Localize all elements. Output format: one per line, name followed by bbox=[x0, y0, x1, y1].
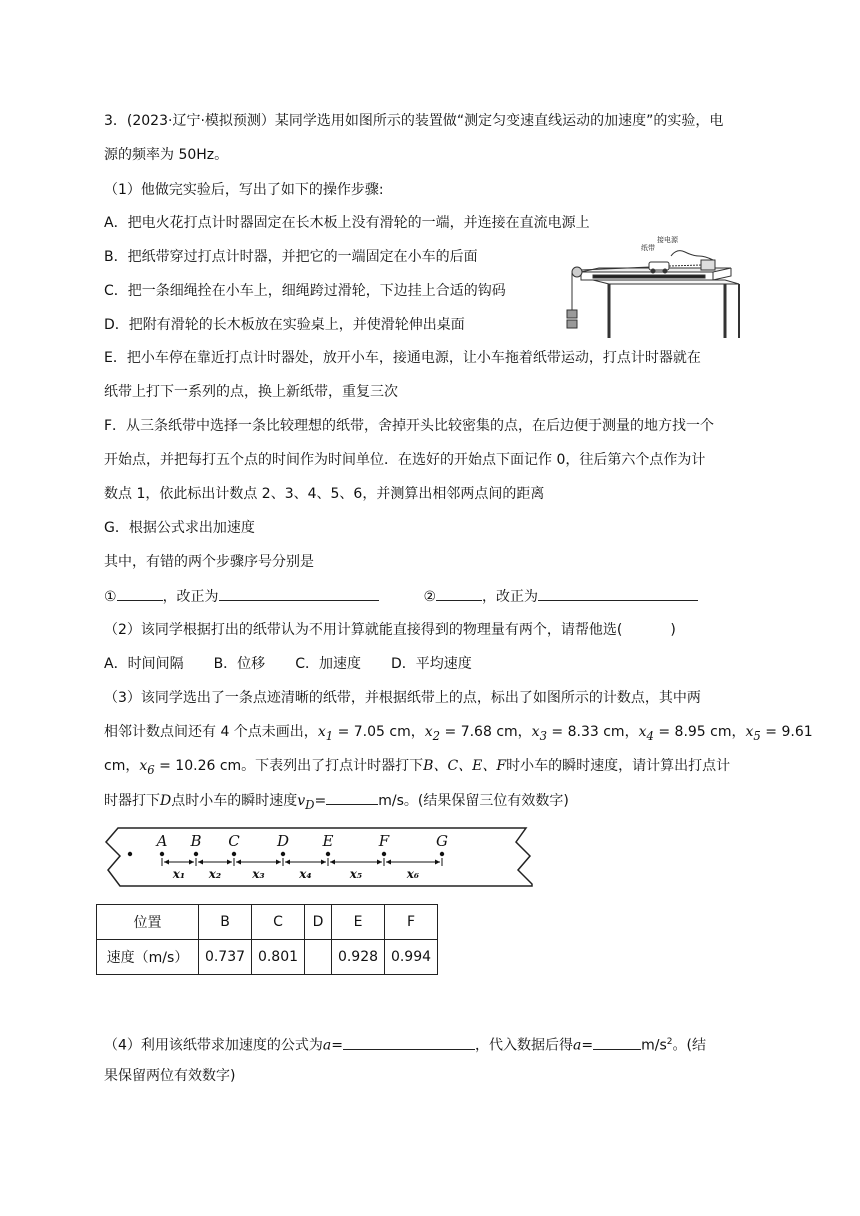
x4-subscript: 4 bbox=[646, 728, 654, 743]
blank2-step-input[interactable] bbox=[436, 586, 482, 601]
a-unit: m/s bbox=[641, 1037, 667, 1054]
tape-outline bbox=[106, 828, 532, 886]
tape-point-label: B bbox=[190, 832, 202, 850]
tape-start-dot bbox=[128, 852, 132, 856]
x6-subscript: 6 bbox=[147, 762, 155, 777]
question-intro-line2: 源的频率为 50Hz。 bbox=[104, 147, 229, 163]
table-cell: 0.928 bbox=[332, 940, 385, 975]
part2-question bbox=[104, 620, 676, 640]
step-f-line3: 数点 1，依此标出计数点 2、3、4、5、6，并测算出相邻两点间的距离 bbox=[104, 486, 545, 502]
blank2-number: ② bbox=[423, 589, 437, 605]
option-d[interactable]: D．平均速度 bbox=[390, 656, 472, 672]
part3-line4 bbox=[104, 790, 569, 815]
step-b: B．把纸带穿过打点计时器，并把它的一端固定在小车的后面 bbox=[104, 249, 478, 265]
option-c[interactable]: C．加速度 bbox=[295, 656, 361, 672]
part4-text: （4）利用该纸带求加速度的公式为 bbox=[104, 1037, 323, 1054]
tape-point-dot bbox=[440, 852, 444, 856]
x3-symbol: x bbox=[531, 724, 540, 740]
part2-title: （2）该同学根据打出的纸带认为不用计算就能直接得到的物理量有两个，请帮他选( bbox=[104, 622, 623, 638]
option-b[interactable]: B．位移 bbox=[213, 656, 266, 672]
step-e-line2: 纸带上打下一系列的点，换上新纸带，重复三次 bbox=[104, 384, 398, 400]
part1-title: （1）他做完实验后，写出了如下的操作步骤: bbox=[104, 182, 384, 198]
table-header-cell: D bbox=[305, 905, 332, 940]
table-cell: 0.737 bbox=[199, 940, 252, 975]
part4-line2: 果保留两位有效数字) bbox=[104, 1068, 236, 1084]
tape-segment-label: x₅ bbox=[349, 867, 363, 881]
tape-segment-label: x₃ bbox=[252, 867, 265, 881]
table-header-cell: 位置 bbox=[97, 905, 199, 940]
part4-tail: 。(结 bbox=[672, 1037, 706, 1054]
vd-unit: m/s。(结果保留三位有效数字) bbox=[378, 793, 569, 809]
tape-point-label: D bbox=[276, 832, 290, 850]
x6-symbol: x bbox=[139, 758, 148, 774]
x3-subscript: 3 bbox=[539, 728, 547, 743]
x6-value: = 10.26 cm。下表列出了打点计时器打下 bbox=[154, 758, 424, 774]
apparatus-label-tape: 纸带 bbox=[641, 244, 655, 252]
table-cell: 0.994 bbox=[385, 940, 438, 975]
table-header-cell: E bbox=[332, 905, 385, 940]
apparatus-label-power: 接电源 bbox=[657, 236, 678, 244]
x5-subscript: 5 bbox=[753, 728, 761, 743]
tape-segment-label: x₄ bbox=[299, 867, 312, 881]
step-e-line1: E．把小车停在靠近打点计时器处，放开小车，接通电源，让小车拖着纸带运动，打点计时器就在 bbox=[104, 350, 701, 366]
x4-value: = 8.95 cm， bbox=[653, 724, 746, 740]
apparatus-figure bbox=[553, 228, 745, 340]
points-bcef: B、C、E、F bbox=[423, 758, 507, 774]
part3-line2-text: 相邻计数点间还有 4 个点未画出， bbox=[104, 724, 318, 740]
part3-line3 bbox=[104, 756, 730, 780]
error-prompt: 其中，有错的两个步骤序号分别是 bbox=[104, 554, 314, 570]
part3-line1: （3）该同学选出了一条点迹清晰的纸带，并根据纸带上的点，标出了如图所示的计数点，其中两 bbox=[104, 690, 701, 706]
a-symbol-2: a bbox=[573, 1037, 582, 1054]
vd-symbol: v bbox=[297, 793, 306, 809]
tape-segment-label: x₆ bbox=[406, 867, 420, 881]
tape-segment-label: x₂ bbox=[208, 867, 222, 881]
part4-line1 bbox=[104, 1032, 706, 1056]
blank2-label: ，改正为 bbox=[482, 589, 539, 605]
x2-symbol: x bbox=[424, 724, 433, 740]
vd-subscript: D bbox=[305, 797, 315, 812]
tape-point-dot bbox=[281, 852, 285, 856]
table-cell-d-answer[interactable] bbox=[305, 940, 332, 975]
point-d: D bbox=[160, 793, 172, 809]
part2-close: ) bbox=[670, 622, 676, 638]
table-header-row bbox=[97, 905, 438, 940]
option-a[interactable]: A．时间间隔 bbox=[104, 656, 184, 672]
part3-line4-mid: 点时小车的瞬时速度 bbox=[171, 793, 298, 809]
x4-symbol: x bbox=[638, 724, 647, 740]
tape-point-label: E bbox=[322, 832, 334, 850]
part3-line3-tail: 时小车的瞬时速度，请计算出打点计 bbox=[506, 758, 731, 774]
x5-symbol: x bbox=[745, 724, 754, 740]
part2-options bbox=[104, 654, 472, 674]
part3-line3-text: cm， bbox=[104, 758, 140, 774]
tape-point-label: F bbox=[378, 832, 390, 850]
x1-value: = 7.05 cm， bbox=[333, 724, 425, 740]
blank1-correction-input[interactable] bbox=[219, 586, 379, 601]
tape-point-dot bbox=[232, 852, 236, 856]
step-a: A．把电火花打点计时器固定在长木板上没有滑轮的一端，并连接在直流电源上 bbox=[104, 215, 590, 231]
x1-symbol: x bbox=[317, 724, 326, 740]
part3-line4-text: 时器打下 bbox=[104, 793, 160, 809]
part3-line2 bbox=[104, 722, 813, 746]
tape-point-label: C bbox=[228, 832, 240, 850]
x5-value: = 9.61 bbox=[760, 724, 813, 740]
table-header-cell: B bbox=[199, 905, 252, 940]
tape-point-dot bbox=[160, 852, 164, 856]
step-f-line2: 开始点，并把每打五个点的时间作为时间单位．在选好的开始点下面记作 0，往后第六个点作为计 bbox=[104, 452, 706, 468]
vd-answer-input[interactable] bbox=[326, 790, 378, 805]
table-row bbox=[97, 940, 438, 975]
table-cell: 速度（m/s） bbox=[97, 940, 199, 975]
tape-point-dot bbox=[194, 852, 198, 856]
table-header-cell: F bbox=[385, 905, 438, 940]
a-symbol: a bbox=[322, 1037, 332, 1054]
table-header-cell: C bbox=[252, 905, 305, 940]
paper-tape-figure bbox=[100, 824, 540, 892]
step-g: G．根据公式求出加速度 bbox=[104, 520, 255, 536]
step-d: D．把附有滑轮的长木板放在实验桌上，并使滑轮伸出桌面 bbox=[104, 317, 465, 333]
blank1-label: ，改正为 bbox=[162, 589, 219, 605]
blank2-correction-input[interactable] bbox=[538, 586, 698, 601]
vd-equals: = bbox=[314, 793, 327, 809]
a-equals: = bbox=[331, 1037, 344, 1054]
step-c: C．把一条细绳拴在小车上，细绳跨过滑轮，下边挂上合适的钩码 bbox=[104, 283, 506, 299]
tape-point-label: A bbox=[156, 832, 168, 850]
x2-value: = 7.68 cm， bbox=[440, 724, 532, 740]
step-f-line1: F．从三条纸带中选择一条比较理想的纸带，舍掉开头比较密集的点，在后边便于测量的地方找一个 bbox=[104, 418, 715, 434]
velocity-table bbox=[96, 904, 438, 975]
formula-answer-input[interactable] bbox=[343, 1035, 475, 1050]
tape-point-dot bbox=[382, 852, 386, 856]
table-cell: 0.801 bbox=[252, 940, 305, 975]
blank1-number: ① bbox=[104, 589, 117, 605]
question-intro-line1: 3．(2023·辽宁·模拟预测）某同学选用如图所示的装置做“测定匀变速直线运动的加速度”的实验，电 bbox=[104, 113, 724, 129]
a-value-input[interactable] bbox=[593, 1035, 641, 1050]
x2-subscript: 2 bbox=[432, 728, 441, 743]
tape-segment-label: x₁ bbox=[172, 867, 186, 881]
blank1-step-input[interactable] bbox=[117, 586, 163, 601]
tape-point-label: G bbox=[436, 832, 448, 850]
tape-point-dot bbox=[326, 852, 330, 856]
x3-value: = 8.33 cm， bbox=[546, 724, 639, 740]
part4-mid: ，代入数据后得 bbox=[475, 1037, 574, 1054]
answer-blanks-row bbox=[104, 586, 698, 607]
x1-subscript: 1 bbox=[325, 728, 334, 743]
a-unit-sup: 2 bbox=[666, 1037, 673, 1047]
a-equals-2: = bbox=[581, 1037, 594, 1054]
